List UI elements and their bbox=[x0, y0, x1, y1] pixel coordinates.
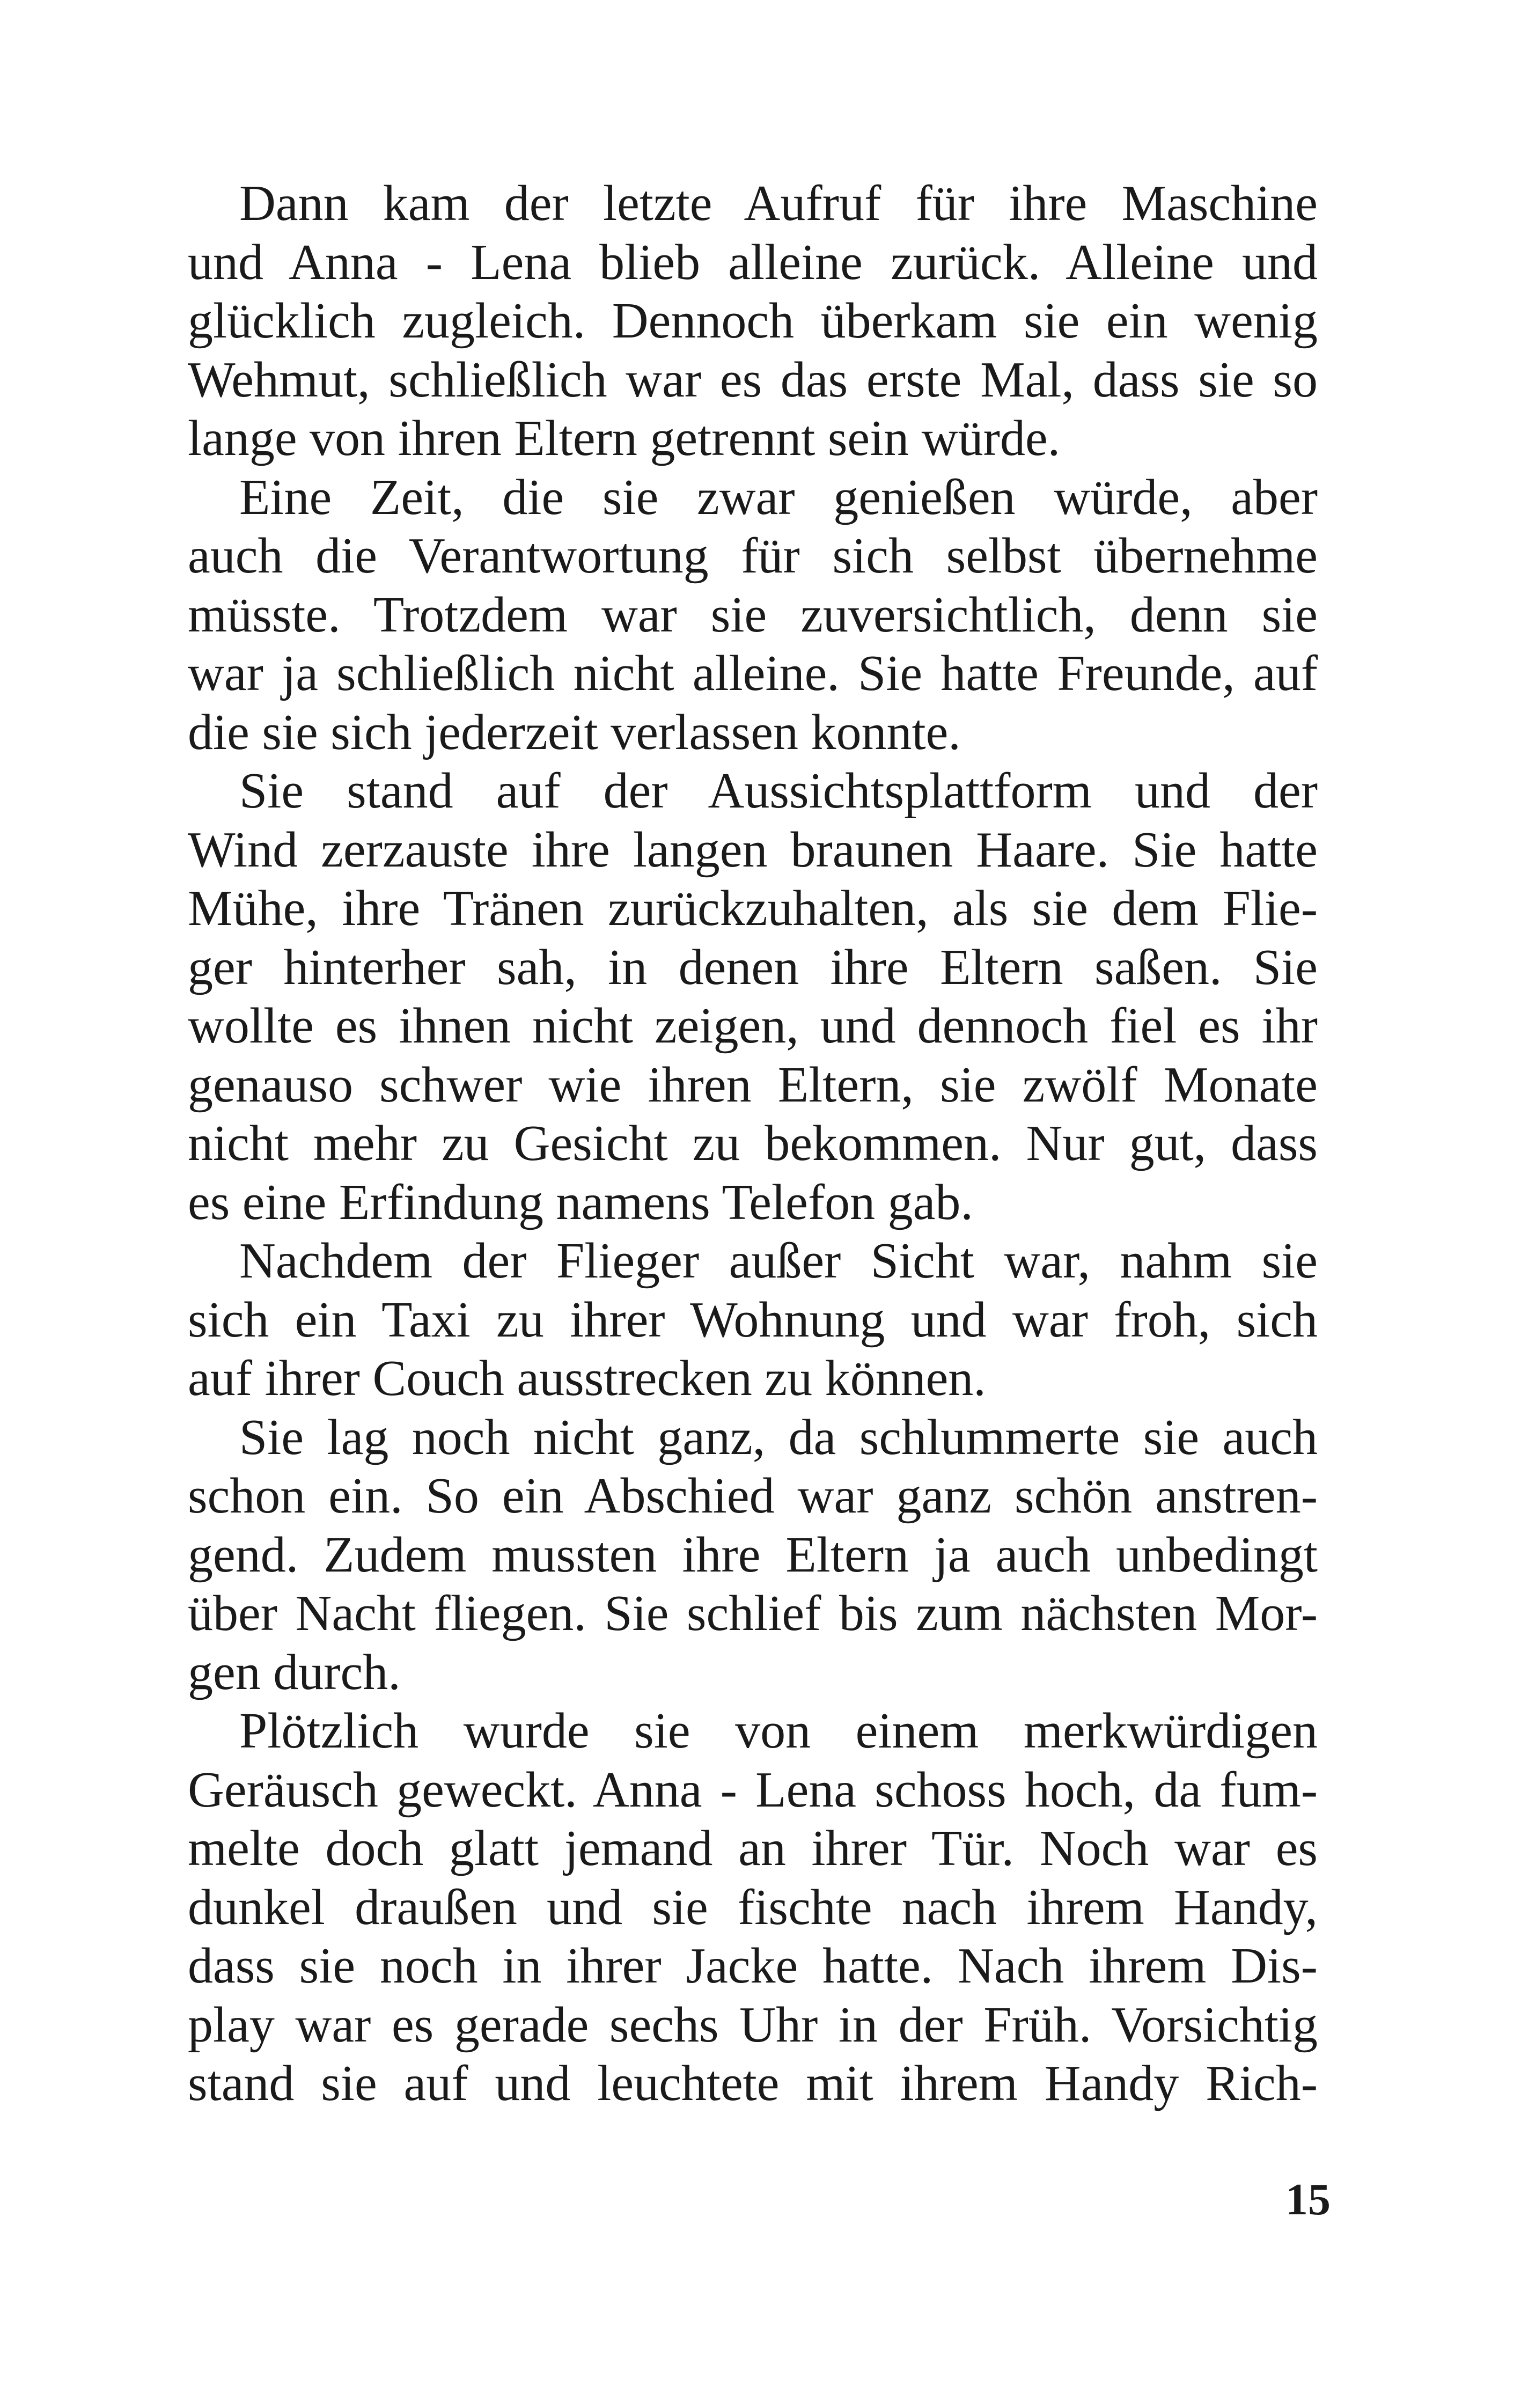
text-line: die sie sich jederzeit verlassen konnte. bbox=[188, 704, 961, 760]
text-line: Geräusch geweckt. Anna - Lena schoss hoch, da fum- bbox=[188, 1761, 1318, 1818]
text-line: Nachdem der Flieger außer Sicht war, nahm sie bbox=[239, 1233, 1318, 1289]
text-line: stand sie auf und leuchtete mit ihrem Handy Rich- bbox=[188, 2055, 1318, 2111]
text-line: Dann kam der letzte Aufruf für ihre Maschine bbox=[239, 175, 1318, 231]
page-number: 15 bbox=[1285, 2175, 1331, 2225]
paragraph-2 bbox=[188, 468, 1318, 762]
text-line: Wehmut, schließlich war es das erste Mal, dass sie so bbox=[188, 351, 1318, 408]
text-line: und Anna - Lena blieb alleine zurück. Alleine und bbox=[188, 234, 1318, 290]
text-line: auf ihrer Couch ausstrecken zu können. bbox=[188, 1350, 986, 1406]
text-line: es eine Erfindung namens Telefon gab. bbox=[188, 1174, 973, 1230]
text-line: Eine Zeit, die sie zwar genießen würde, aber bbox=[239, 469, 1318, 525]
text-line: Mühe, ihre Tränen zurückzuhalten, als sie dem Flie- bbox=[188, 880, 1318, 936]
text-line: glücklich zugleich. Dennoch überkam sie ein wenig bbox=[188, 293, 1318, 349]
paragraph-1 bbox=[188, 174, 1318, 468]
text-line: ger hinterher sah, in denen ihre Eltern saßen. Sie bbox=[188, 939, 1318, 995]
text-line: Wind zerzauste ihre langen braunen Haare. Sie hatte bbox=[188, 821, 1318, 878]
text-line: auch die Verantwortung für sich selbst übernehme bbox=[188, 528, 1318, 584]
paragraph-6 bbox=[188, 1702, 1318, 2113]
text-line: nicht mehr zu Gesicht zu bekommen. Nur gut, dass bbox=[188, 1115, 1318, 1171]
text-line: play war es gerade sechs Uhr in der Früh. Vorsichtig bbox=[188, 1996, 1318, 2053]
page-text bbox=[188, 174, 1318, 2113]
text-line: gend. Zudem mussten ihre Eltern ja auch unbedingt bbox=[188, 1526, 1318, 1583]
paragraph-4 bbox=[188, 1232, 1318, 1408]
text-line: dunkel draußen und sie fischte nach ihrem Handy, bbox=[188, 1879, 1318, 1935]
text-line: müsste. Trotzdem war sie zuversichtlich, denn sie bbox=[188, 586, 1318, 643]
text-line: sich ein Taxi zu ihrer Wohnung und war froh, sich bbox=[188, 1291, 1318, 1348]
paragraph-3 bbox=[188, 762, 1318, 1232]
text-line: wollte es ihnen nicht zeigen, und dennoch fiel es ihr bbox=[188, 998, 1318, 1054]
text-line: dass sie noch in ihrer Jacke hatte. Nach ihrem Dis- bbox=[188, 1938, 1318, 1994]
text-line: war ja schließlich nicht alleine. Sie hatte Freunde, auf bbox=[188, 645, 1318, 701]
text-line: schon ein. So ein Abschied war ganz schön anstren- bbox=[188, 1468, 1318, 1524]
text-line: über Nacht fliegen. Sie schlief bis zum nächsten Mor- bbox=[188, 1585, 1318, 1641]
text-line: lange von ihren Eltern getrennt sein würde. bbox=[188, 410, 1061, 466]
text-line: Sie lag noch nicht ganz, da schlummerte sie auch bbox=[239, 1409, 1318, 1465]
text-line: Plötzlich wurde sie von einem merkwürdigen bbox=[239, 1703, 1318, 1759]
text-line: melte doch glatt jemand an ihrer Tür. Noch war es bbox=[188, 1820, 1318, 1876]
text-line: Sie stand auf der Aussichtsplattform und der bbox=[239, 763, 1318, 819]
paragraph-5 bbox=[188, 1408, 1318, 1702]
text-line: gen durch. bbox=[188, 1644, 401, 1700]
text-line: genauso schwer wie ihren Eltern, sie zwölf Monate bbox=[188, 1056, 1318, 1113]
